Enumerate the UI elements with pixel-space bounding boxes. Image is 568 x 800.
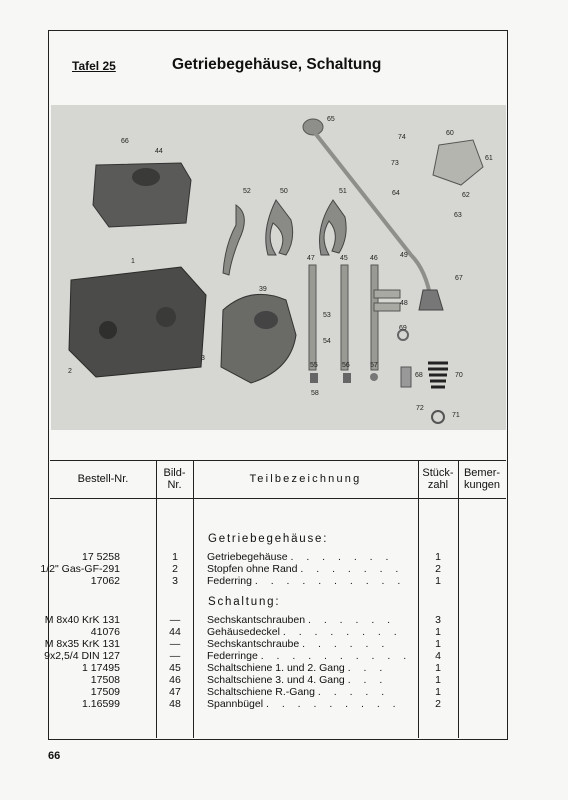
part-name: Federring . . . . . . . . . . [207, 575, 406, 587]
plate-number: Tafel 25 [72, 59, 116, 73]
table-row [50, 575, 506, 587]
quantity: 1 [435, 674, 441, 686]
table-row [40, 563, 506, 575]
part-name: Schaltschiene 3. und 4. Gang . . . [207, 674, 388, 686]
table-row [50, 698, 506, 710]
label-61: 61 [485, 155, 493, 162]
label-1: 1 [131, 258, 135, 265]
header-order-number: Bestell-Nr. [77, 473, 129, 485]
quantity: 4 [435, 650, 441, 662]
header-part-name: Teilbezeichnung [249, 473, 362, 485]
order-number: 17 5258 [82, 551, 120, 563]
table-top-rule [50, 460, 506, 461]
order-number: 17062 [90, 575, 120, 587]
label-74: 74 [398, 134, 406, 141]
order-number: 17509 [90, 686, 120, 698]
part-name: Sechskantschrauben . . . . . . [207, 614, 396, 626]
label-62: 62 [462, 192, 470, 199]
label-3: 3 [201, 355, 205, 362]
label-60: 60 [446, 130, 454, 137]
part-name: Spannbügel . . . . . . . . . [207, 698, 401, 710]
section-title: Getriebegehäuse: [208, 533, 329, 545]
label-58: 58 [311, 390, 319, 397]
order-number: 9x2,5/4 DIN 127 [44, 650, 120, 662]
label-48: 48 [400, 300, 408, 307]
part-name: Schaltschiene R.-Gang . . . . . [207, 686, 390, 698]
header-remarks-line2: kungen [463, 479, 501, 491]
label-72: 72 [416, 405, 424, 412]
label-55: 55 [310, 362, 318, 369]
label-54: 54 [323, 338, 331, 345]
quantity: 1 [435, 575, 441, 587]
part-name: Stopfen ohne Rand . . . . . . . [207, 563, 404, 575]
table-row [50, 662, 506, 674]
table-row [50, 626, 506, 638]
quantity: 2 [435, 563, 441, 575]
table-row [50, 551, 506, 563]
parts-illustration [51, 105, 506, 430]
header-remarks-line1: Bemer- [463, 467, 501, 479]
table-row [44, 638, 506, 650]
figure-number: 46 [169, 674, 181, 686]
quantity: 1 [435, 662, 441, 674]
quantity: 3 [435, 614, 441, 626]
part-name: Schaltschiene 1. und 2. Gang . . . [207, 662, 388, 674]
part-name: Getriebegehäuse . . . . . . . [207, 551, 394, 563]
order-number: 41076 [90, 626, 120, 638]
label-52: 52 [243, 188, 251, 195]
figure-number: 44 [169, 626, 181, 638]
label-2: 2 [68, 368, 72, 375]
quantity: 1 [435, 638, 441, 650]
header-quantity-line1: Stück- [422, 467, 454, 479]
label-64: 64 [392, 190, 400, 197]
section-title: Schaltung: [208, 596, 281, 608]
label-70: 70 [455, 372, 463, 379]
table-row [50, 686, 506, 698]
part-name: Sechskantschraube . . . . . . [207, 638, 390, 650]
label-56: 56 [342, 362, 350, 369]
figure-number: — [169, 614, 181, 626]
label-53: 53 [323, 312, 331, 319]
quantity: 1 [435, 626, 441, 638]
order-number: 17508 [90, 674, 120, 686]
order-number: M 8x35 KrK 131 [44, 638, 120, 650]
header-figure-number-line2: Nr. [167, 479, 182, 491]
label-63: 63 [454, 212, 462, 219]
label-65: 65 [327, 116, 335, 123]
page-title: Getriebegehäuse, Schaltung [172, 56, 382, 73]
label-69: 69 [399, 325, 407, 332]
figure-number: — [169, 638, 181, 650]
parts-photograph [51, 105, 506, 430]
header-figure-number-line1: Bild- [163, 467, 186, 479]
header-quantity-line2: zahl [427, 479, 449, 491]
figure-number: 45 [169, 662, 181, 674]
label-46: 46 [370, 255, 378, 262]
figure-number: — [169, 650, 181, 662]
parts-table [40, 460, 506, 738]
header-figure-number [156, 467, 193, 491]
quantity: 2 [435, 698, 441, 710]
figure-number: 3 [172, 575, 178, 587]
part-name: Federringe . . . . . . . . . . [207, 650, 412, 662]
label-39: 39 [259, 286, 267, 293]
figure-number: 47 [169, 686, 181, 698]
figure-number: 48 [169, 698, 181, 710]
label-71: 71 [452, 412, 460, 419]
label-47: 47 [307, 255, 315, 262]
table-row [50, 674, 506, 686]
header-quantity [418, 467, 458, 491]
label-51: 51 [339, 188, 347, 195]
table-row [44, 614, 506, 626]
label-68: 68 [415, 372, 423, 379]
part-name: Gehäusedeckel . . . . . . . . [207, 626, 402, 638]
label-66: 66 [121, 138, 129, 145]
order-number: 1/2" Gas-GF-291 [40, 563, 120, 575]
quantity: 1 [435, 551, 441, 563]
header-remarks [458, 467, 506, 491]
order-number: 1 17495 [82, 662, 120, 674]
page-number: 66 [48, 750, 61, 762]
quantity: 1 [435, 686, 441, 698]
table-row [44, 650, 506, 662]
label-49: 49 [400, 252, 408, 259]
table-header-rule [50, 498, 506, 499]
label-45: 45 [340, 255, 348, 262]
order-number: 1.16599 [82, 698, 120, 710]
figure-number: 1 [172, 551, 178, 563]
label-50: 50 [280, 188, 288, 195]
label-57: 57 [370, 362, 378, 369]
label-44: 44 [155, 148, 163, 155]
figure-number: 2 [172, 563, 178, 575]
label-67: 67 [455, 275, 463, 282]
order-number: M 8x40 KrK 131 [44, 614, 120, 626]
label-73: 73 [391, 160, 399, 167]
